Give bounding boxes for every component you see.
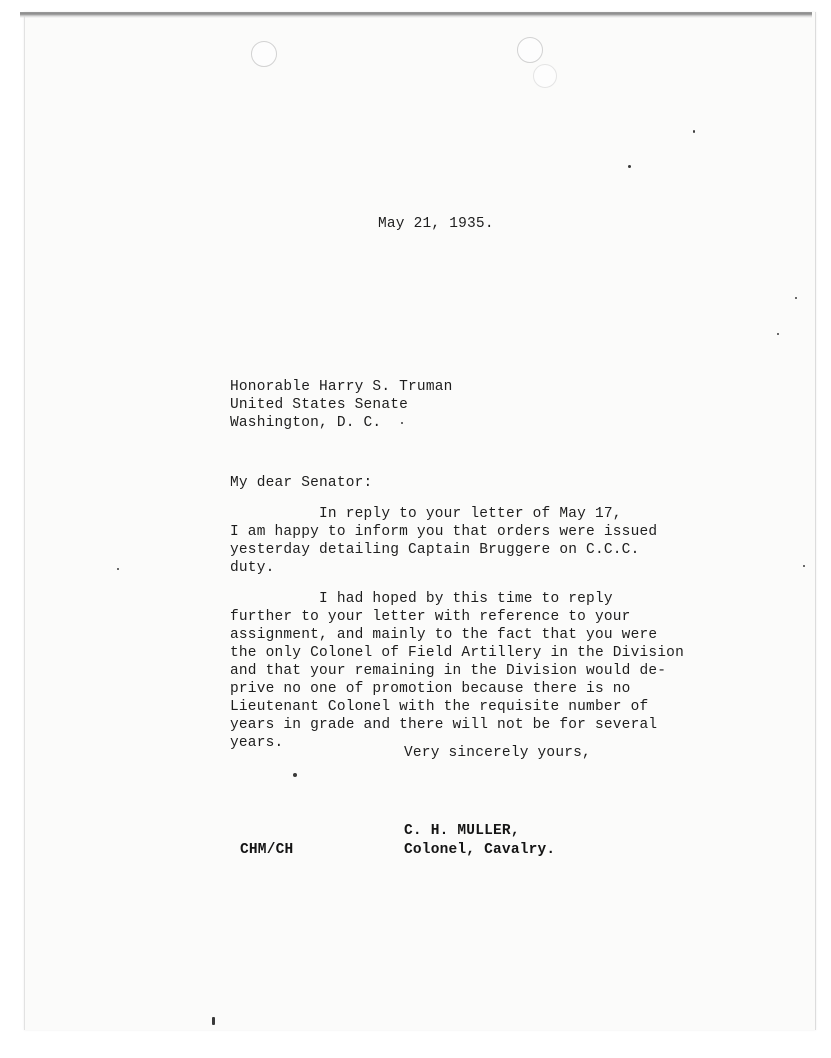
ink-speck [693, 130, 695, 133]
punch-hole-faint [533, 64, 557, 88]
ink-speck [117, 568, 119, 570]
paragraph-line: I had hoped by this time to reply [230, 591, 613, 607]
letter-date: May 21, 1935. [378, 216, 494, 232]
ink-speck [401, 422, 403, 424]
salutation: My dear Senator: [230, 475, 373, 491]
paragraph-line: assignment, and mainly to the fact that you were [230, 627, 658, 643]
paragraph-line: years. [230, 735, 284, 751]
ink-speck [293, 773, 297, 777]
page-top-edge [20, 12, 812, 18]
ink-speck [803, 565, 805, 567]
paragraph-line: prive no one of promotion because there is no [230, 681, 631, 697]
ink-speck [212, 1017, 215, 1025]
address-line: Honorable Harry S. Truman [230, 379, 453, 395]
signer-name: C. H. MULLER, [404, 823, 520, 839]
paragraph-line: and that your remaining in the Division would de- [230, 663, 667, 679]
ink-speck [628, 165, 631, 168]
paragraph-line: I am happy to inform you that orders were issued [230, 524, 658, 540]
paragraph-line: yesterday detailing Captain Bruggere on C.C.C. [230, 542, 640, 558]
paragraph-line: In reply to your letter of May 17, [230, 506, 622, 522]
punch-hole-left [251, 41, 277, 67]
paragraph-line: duty. [230, 560, 275, 576]
ink-speck [777, 333, 779, 335]
punch-hole-right [517, 37, 543, 63]
paragraph-line: years in grade and there will not be for several [230, 717, 658, 733]
paragraph-line: further to your letter with reference to your [230, 609, 631, 625]
paragraph-line: the only Colonel of Field Artillery in the Division [230, 645, 684, 661]
complimentary-close: Very sincerely yours, [404, 745, 591, 761]
signer-title: Colonel, Cavalry. [404, 842, 556, 858]
reference-initials: CHM/CH [240, 842, 294, 858]
paragraph-line: Lieutenant Colonel with the requisite number of [230, 699, 649, 715]
ink-speck [795, 297, 797, 299]
address-line: United States Senate [230, 397, 409, 413]
address-line: Washington, D. C. [230, 415, 382, 431]
